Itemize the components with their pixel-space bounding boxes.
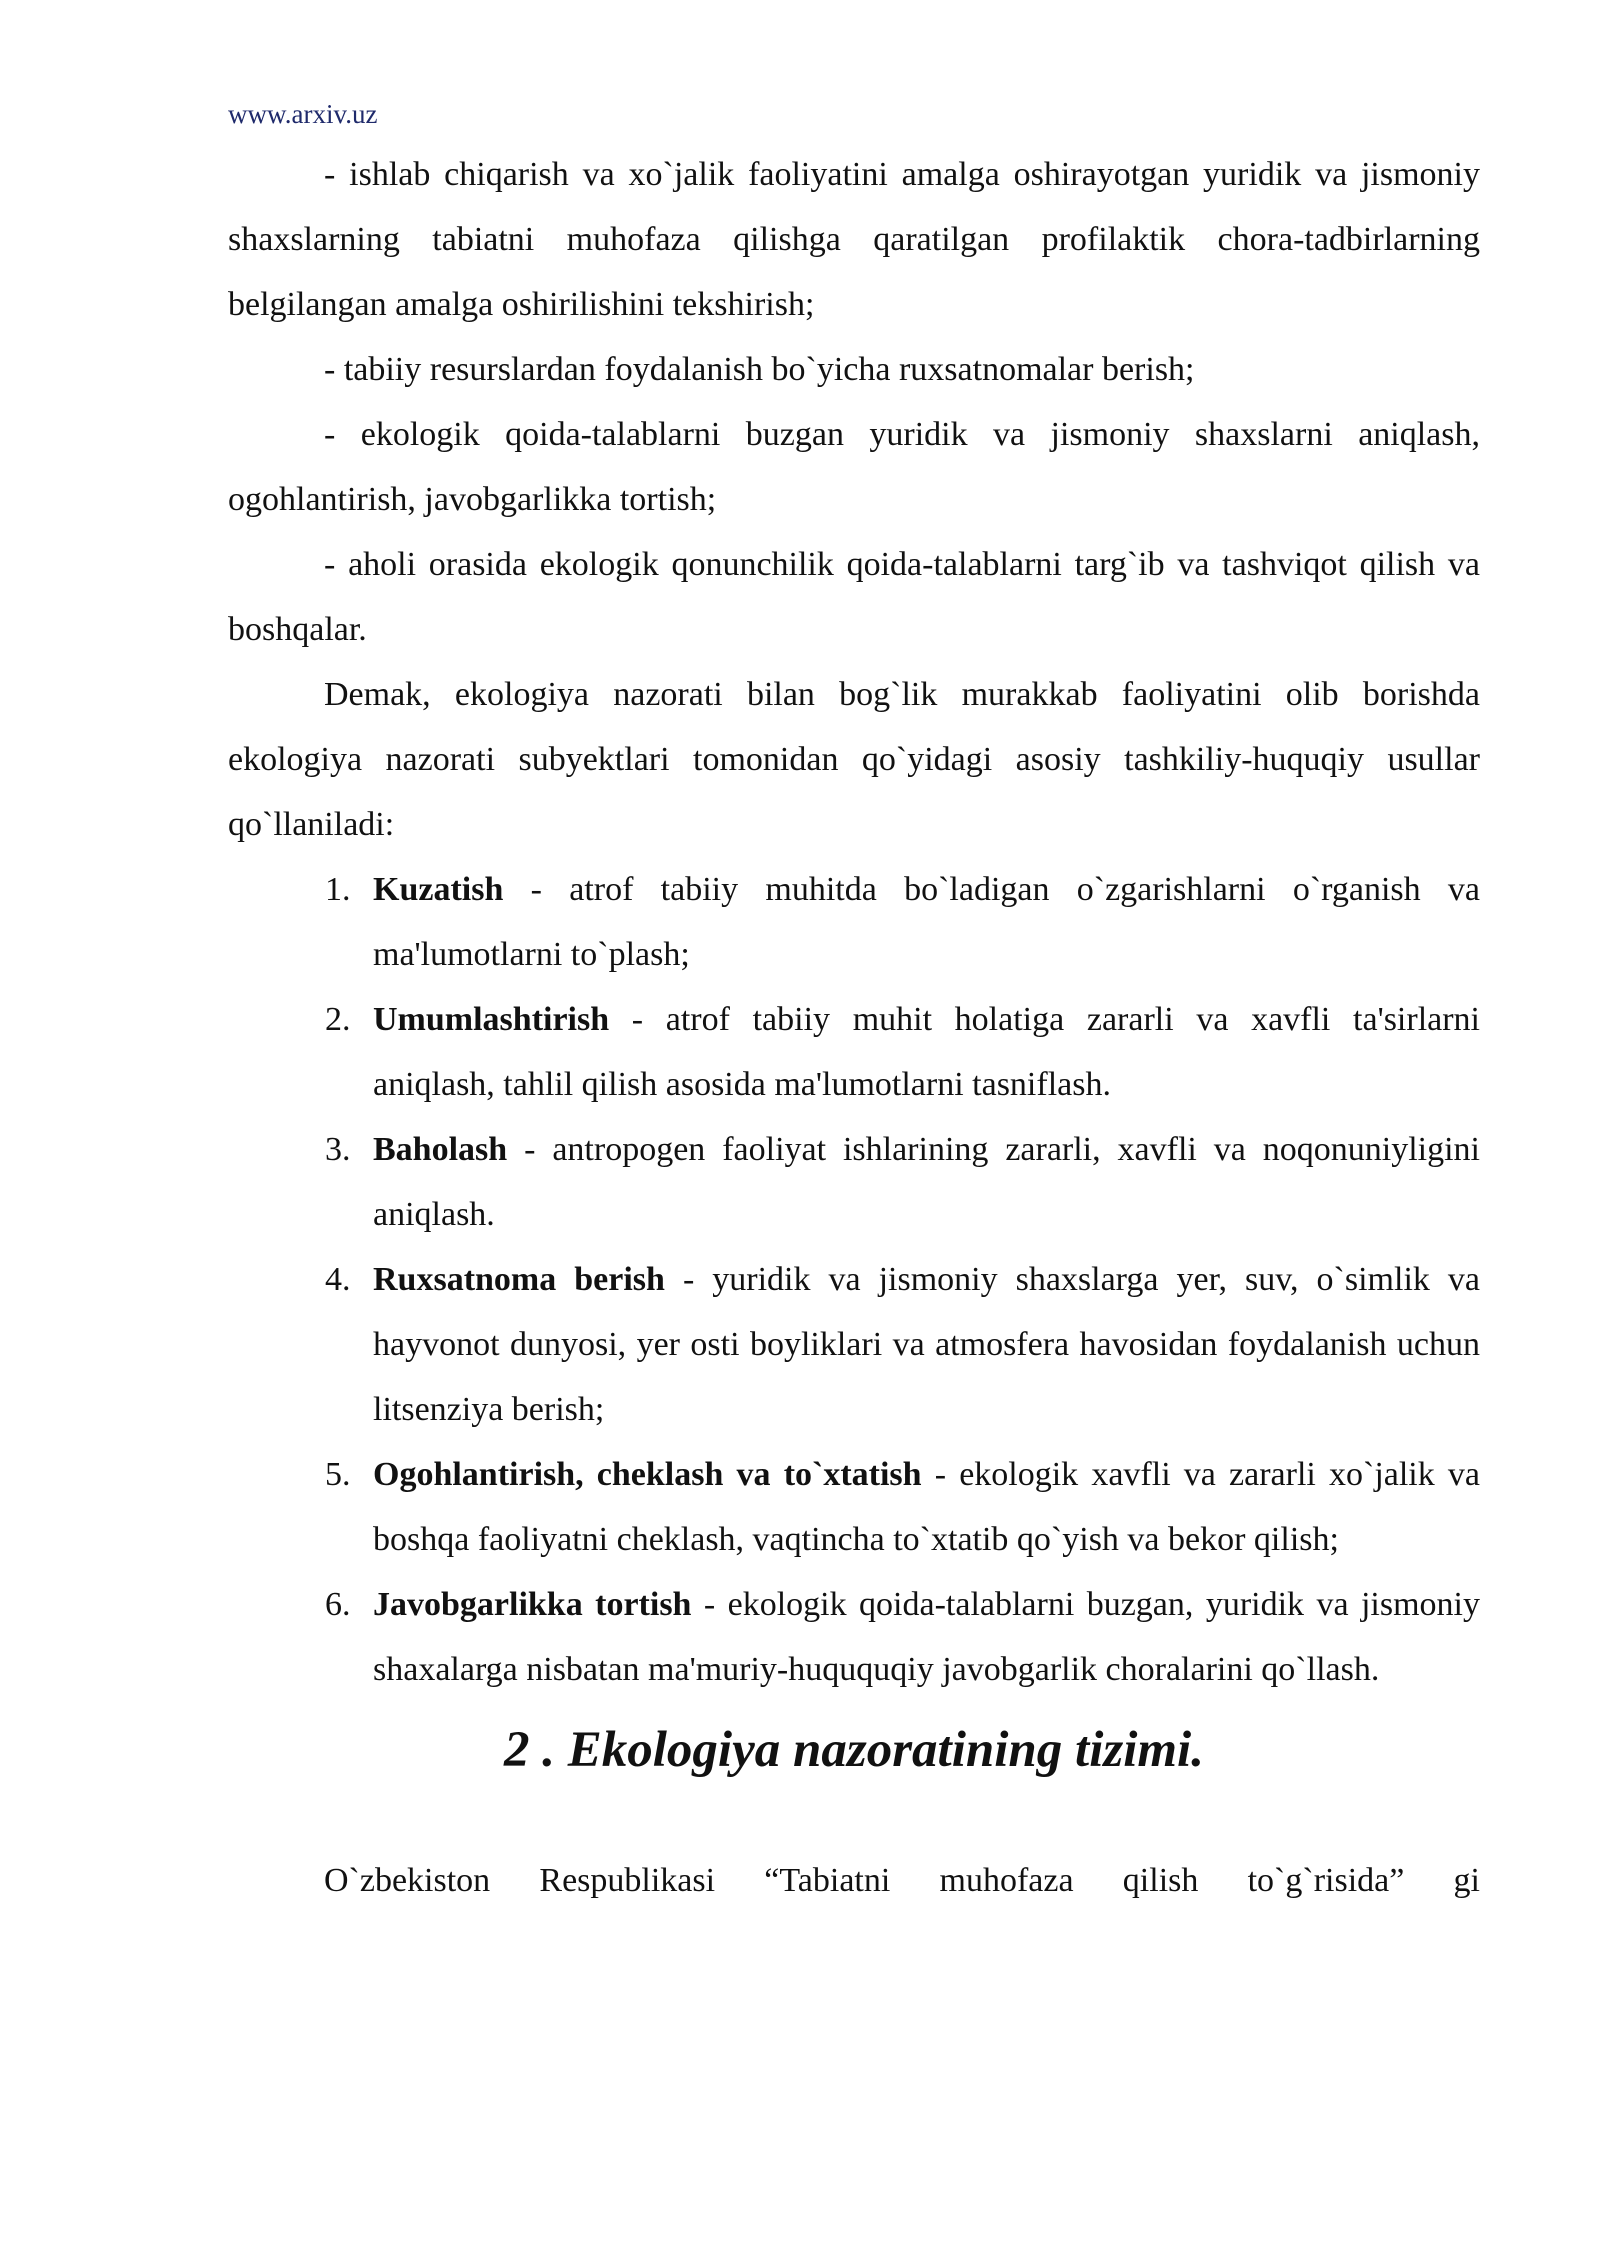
list-item-number: 2. (325, 1001, 351, 1038)
paragraph-permits: - tabiiy resurslardan foydalanish bo`yicha ruxsatnomalar berish; (324, 351, 1195, 388)
list-item-term: Ruxsatnoma berish (373, 1261, 665, 1298)
methods-list (228, 857, 1480, 1702)
list-item-term: Kuzatish (373, 871, 504, 908)
list-item-description: - atrof tabiiy muhitda bo`ladigan o`zgarishlarni o`rganish va ma'lumotlarni to`plash; (373, 871, 1480, 973)
list-item (325, 1117, 1480, 1247)
page-content (228, 142, 1480, 1913)
list-item-description: - ekologik xavfli va zararli xo`jalik va boshqa faoliyatni cheklash, vaqtincha to`xtatib qo`yish va bekor qilish; (373, 1456, 1480, 1558)
list-item-number: 5. (325, 1456, 351, 1493)
list-item (325, 1247, 1480, 1442)
list-item (325, 987, 1480, 1117)
list-item (325, 1572, 1480, 1702)
paragraph-summary: Demak, ekologiya nazorati bilan bog`lik murakkab faoliyatini olib borishda ekologiya nazorati subyektlari tomonidan qo`yidagi asosiy tashkiliy-huquqiy usullar qo`llaniladi: (228, 676, 1480, 843)
list-item-term: Baholash (373, 1131, 508, 1168)
list-item-term: Javobgarlikka tortish (373, 1586, 692, 1623)
paragraph-propaganda: - aholi orasida ekologik qonunchilik qoida-talablarni targ`ib va tashviqot qilish va boshqalar. (228, 546, 1480, 648)
list-item-term: Ogohlantirish, cheklash va to`xtatish (373, 1456, 922, 1493)
list-item-number: 1. (325, 871, 351, 908)
site-watermark: www.arxiv.uz (228, 99, 378, 129)
list-item (325, 1442, 1480, 1572)
list-item (325, 857, 1480, 987)
section-heading: 2 . Ekologiya nazoratining tizimi. (504, 1722, 1204, 1778)
list-item-description: - atrof tabiiy muhit holatiga zararli va xavfli ta'sirlarni aniqlash, tahlil qilish asosida ma'lumotlarni tasniflash. (373, 1001, 1480, 1103)
list-item-number: 4. (325, 1261, 351, 1298)
paragraph-closing: O`zbekiston Respublikasi “Tabiatni muhofaza qilish to`g`risida” gi (324, 1862, 1480, 1899)
list-item-description: - yuridik va jismoniy shaxslarga yer, suv, o`simlik va hayvonot dunyosi, yer osti boyliklari va atmosfera havosidan foydalanish uchun litsenziya berish; (373, 1261, 1480, 1428)
list-item-description: - antropogen faoliyat ishlarining zararli, xavfli va noqonuniyligini aniqlash. (373, 1131, 1480, 1233)
list-item-number: 6. (325, 1586, 351, 1623)
list-item-description: - ekologik qoida-talablarni buzgan, yuridik va jismoniy shaxalarga nisbatan ma'muriy-huququqiy javobgarlik choralarini qo`llash. (373, 1586, 1480, 1688)
paragraph-violators: - ekologik qoida-talablarni buzgan yuridik va jismoniy shaxslarni aniqlash, ogohlantirish, javobgarlikka tortish; (228, 416, 1480, 518)
paragraph-inspection: - ishlab chiqarish va xo`jalik faoliyatini amalga oshirayotgan yuridik va jismoniy shaxslarning tabiatni muhofaza qilishga qaratilgan profilaktik chora-tadbirlarning belgilangan amalga oshirilishini tekshirish; (228, 156, 1480, 323)
list-item-term: Umumlashtirish (373, 1001, 610, 1038)
list-item-number: 3. (325, 1131, 351, 1168)
